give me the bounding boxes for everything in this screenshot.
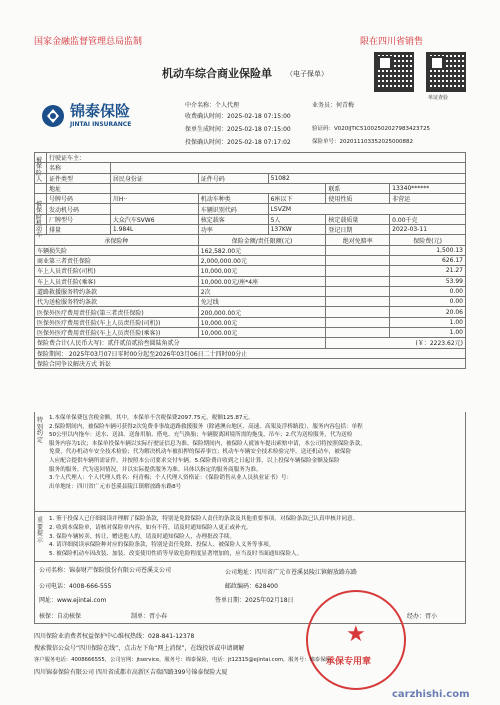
coverage-row: 医保外医疗费用责任险(车上人员责任险(乘客)) 10,000.00元 1.00: [35, 328, 466, 338]
cell: 核定载客: [198, 214, 268, 224]
note-line: 免费，代办机动车安全技术检验；代为解决机动车被扣押的保养事宜；机动车车辆安全技术检验完毕，送还机动车，被保险: [49, 449, 352, 456]
logo-en: JINTAI INSURANCE: [70, 121, 132, 128]
cell: 排量: [46, 225, 110, 235]
cell: 川H··: [110, 194, 198, 204]
company-name: 公司名称：锦泰财产保险股份有限公司苍溪支公司: [39, 567, 172, 574]
company-website: 网址：www.ejintai.com: [39, 597, 107, 604]
cell: 13340******: [390, 183, 466, 193]
underwriting: 核保：自动核保: [39, 613, 82, 620]
seal-text: 承保专用章: [326, 657, 372, 667]
meta-policy-number: 保险单号：20201110335202​5000882: [312, 139, 413, 145]
qr-code-left: [374, 52, 414, 92]
side-label-vehicle: 被 保 险 机 动 车: [36, 201, 43, 240]
cell: LSVZM: [268, 204, 465, 214]
period-row: [35, 348, 466, 358]
company-postcode: 邮政编码：628400: [225, 583, 278, 590]
footer-line-3: 客户服务电话：4008666555，公司官网：jtservice，服务号：锦泰保险，电话：jt12315@ejintai.com，服务号：锦泰保险: [34, 657, 331, 663]
cell: 51082: [268, 173, 465, 183]
note-line: 人应配合提供车辆所需证件，并按照本公司要求交付车辆。5.保险费自收到之日起计算，以上投保车辆保险金额及保险: [49, 457, 340, 464]
cell: 0.00千克: [390, 214, 466, 224]
cell: 号牌号码: [46, 194, 110, 204]
notice-line: 3. 保险车辆转卖、转让、赠送他人的，请及时通知保险人，办理批改手续。: [49, 533, 236, 540]
note-line: 1.本保单保费包含税金额。其中，本保单不含税保费2097.75元，税额125.87元。: [49, 415, 254, 421]
side-label-notes: 特 别 约 定: [37, 417, 44, 444]
agent-address-line: 出单地址：四川省广元市苍溪县陵江镇解放路东路8号: [49, 483, 182, 490]
cell: 证件类型: [46, 173, 110, 183]
company-phone: 公司电话：4008-666-555: [39, 583, 112, 590]
notice-line: 2. 收到本保险单，请核对保险单内容，如有不符，请及时通知保险人更正或补充。: [49, 524, 252, 531]
important-notice: [34, 512, 466, 562]
coverage-row: 商业第三者责任保险 2,000,000.00元 626.17: [35, 255, 466, 265]
coverage-header-row: 承保险种 保险金额/责任限额(元) 绝对免赔率 保险费(元): [35, 235, 466, 245]
note-line: 服务的服务，代为返回情况，并以实际提供服务为准。具体以指定的服务商服务为准。: [49, 466, 262, 473]
side-label-insured: 被 保 险 人: [36, 157, 43, 183]
cell: 居民身份证: [110, 173, 198, 183]
dispute-row: [35, 358, 466, 368]
table-row: [35, 183, 466, 193]
table-row: [35, 204, 466, 214]
total-value: (￥：2223.62元): [326, 338, 466, 348]
footer-line-2: 搜索微信公众号“四川保险在线”，点击左下角“网上消保”，在线投诉或申请调解: [34, 645, 245, 652]
qr-caption: 单证查验: [428, 95, 449, 101]
policy-title: 机动车综合商业保险单: [162, 67, 272, 80]
coverage-row: 车上人员责任险(乘客) 10,000.00元/座*4座 53.99: [35, 276, 466, 286]
notice-line: 5. 被保险机动车因改装、加装、改变使用性质等导致危险程度显著增加的，应当及时书面通知保险人。: [49, 551, 303, 558]
cell: 发动机号码: [46, 204, 110, 214]
cell: 名称: [46, 163, 110, 173]
cell: 核定载质量: [326, 214, 390, 224]
table-row: [35, 153, 466, 163]
meta-created-time: 保单生成时间：2025-02-18 07:15:00: [185, 126, 291, 133]
logo-cn: 锦泰保险: [70, 102, 131, 120]
cell: 证件号码: [198, 173, 268, 183]
company-address: 公司地址：四川省广元市苍溪县陵江镇解放路东路: [225, 569, 358, 576]
cell: 行驶证车主：: [46, 153, 465, 163]
coverage-row: 车上人员责任险(司机) 10,000.00元 21.27: [35, 266, 466, 276]
star-icon: ★: [346, 622, 366, 647]
footer-line-1: 四川保险业消费者权益保护中心维权热线：028-841-12378: [34, 633, 195, 640]
footer-line-4: 四川锦泰保险有限公司 四川省成都市高新区吉瑞四路399号锦泰保险大厦: [34, 669, 228, 676]
table-row: [35, 214, 466, 224]
meta-payment-time: 收费确认时间：2025-02-18 07:15:00: [185, 113, 291, 120]
note-line: 服务内容为1次；本保单投保车辆以实际行驶证信息为准。保险期间内，被保险人就该车提出索赔申请，本公司将按照保险条款，: [49, 440, 366, 447]
notice-line: 4. 请详细阅读承保险种对应的保险条款，特别是责任免除、投保人、被保险人义务等事项。: [49, 542, 275, 549]
cell: 1.984L: [110, 225, 198, 235]
cell: 137KW: [268, 225, 326, 235]
coverage-row: 医保外医疗费用责任险(第三者责任保险) 200,000.00元 20.06: [35, 307, 466, 317]
agent-line: 3.个人代理人：个人代理人姓名：何青梅；个人代理人资格证：《保险销售从业人员执业证书》号：: [49, 475, 293, 482]
policy-table: [34, 152, 466, 369]
company-info: [34, 562, 466, 624]
cell: 非营运: [390, 194, 466, 204]
issued-by: 制单：胥小春: [131, 613, 168, 620]
coverage-row: 代为送检服务特约条款 免过线 0.00: [35, 297, 466, 307]
cell: 使用性质: [326, 194, 390, 204]
table-row: [35, 225, 466, 235]
cell: 6座以下: [268, 194, 326, 204]
watermark: carzhishi.com: [392, 689, 470, 700]
table-row: [35, 163, 466, 173]
meta-salesperson: 业务员：何青梅: [312, 102, 355, 109]
cell: 联系: [326, 183, 390, 193]
handled-by: 经办：胥小: [407, 613, 438, 620]
regulator-label: 国家金融监督管理总局监制: [34, 37, 143, 47]
jintai-logo-icon: [40, 103, 66, 129]
cell: 车辆识别代码: [198, 204, 268, 214]
qr-code-right: [426, 52, 466, 92]
special-notes: [34, 412, 466, 512]
coverage-row: 医保外医疗费用责任险(车上人员责任险(司机)) 10,000.00元 1.00: [35, 317, 466, 327]
table-row: [35, 194, 466, 204]
cell: 地址: [46, 183, 110, 193]
meta-agency: 中介名称：个人代理: [185, 102, 240, 109]
cell: 2022-03-11: [390, 225, 466, 235]
policy-title-suffix: （电子保单）: [286, 70, 328, 78]
cell: 大众汽车SVW6: [110, 214, 198, 224]
coverage-row: 道路救援服务特约条款 2次 0.00: [35, 286, 466, 296]
region-label: 限在四川省销售: [360, 37, 424, 47]
total-label: 保险费合计(人民币大写)：贰仟贰佰贰拾叁圆陆角贰分: [35, 338, 326, 348]
cell: 登记日期: [326, 225, 390, 235]
cell: 5人: [268, 214, 326, 224]
note-line: 2.保险期间内，被保险车辆可获得2次免费非事故道路救援服务（除港澳台地区、高速、高架及浮桥路段），服务内容包括：单程: [49, 423, 363, 430]
cell: 功率: [198, 225, 268, 235]
total-row: [35, 338, 466, 348]
side-label-important: 重要提示: [37, 517, 44, 544]
dispute-resolution: 保险合同争议解决方式 诉讼: [35, 358, 466, 368]
table-row: [35, 173, 466, 183]
note-line: 50公里以内拖车：送水、送油、送备用胎、搭电、充气换胎；车辆脱离困境所需的拖曳、吊车；2.代为送检服务，代为送检: [49, 432, 353, 439]
insurance-period: 保险期间： 2025年03月07日零时00分起至2026年03月06日二十四时00分止: [35, 348, 466, 358]
sign-date: 签单日期：2025年02月18日: [215, 597, 294, 604]
cell: 厂牌型号: [46, 214, 110, 224]
meta-confirm-time: 投保确认时间：2025-02-18 07:17:02: [185, 139, 291, 146]
company-seal: [306, 590, 406, 690]
meta-verify-code: 验证码：V020lJTiC510025020279834237​25: [312, 126, 430, 132]
coverage-row: 车辆损失险 162,582.00元 1,500.13: [35, 245, 466, 255]
notice-line: 1. 鉴于投保人已仔细阅读并理解了保险条款，特别是免除保险人责任的条款及其他重要事项，对保险条款已认真审核并同意。: [49, 516, 359, 522]
cell: 机动车种类: [198, 194, 268, 204]
